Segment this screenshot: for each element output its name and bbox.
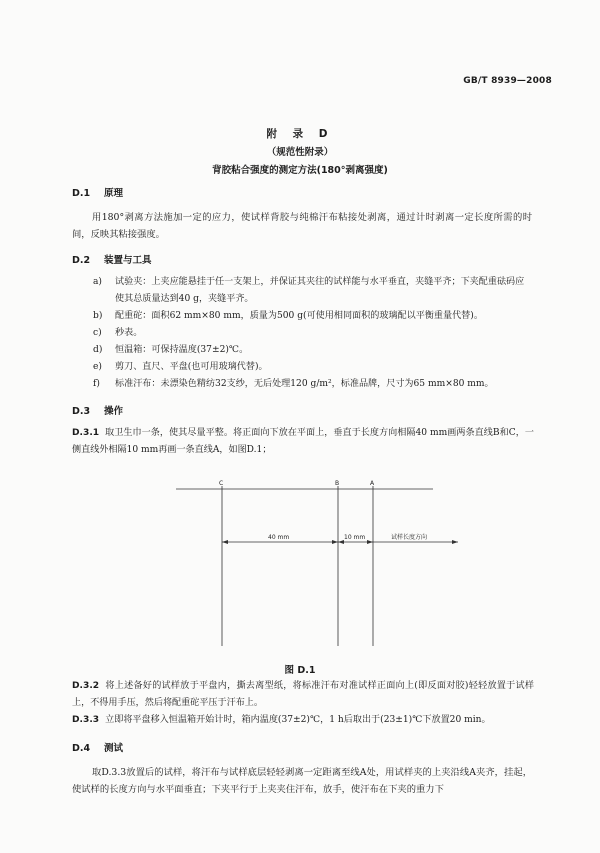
label-a: A [370, 480, 375, 487]
list-item-text: 秒表。 [115, 328, 143, 338]
label-b: B [335, 480, 340, 487]
subclause-number: D.3.3 [72, 715, 100, 725]
section-number: D.4 [72, 743, 91, 754]
figure-caption: 图 D.1 [284, 665, 316, 676]
arrow-head-icon [222, 540, 228, 544]
list-item-label: b) [93, 311, 103, 321]
section-title: 原理 [104, 188, 124, 199]
list-item-text: 恒温箱：可保持温度(37±2)℃。 [115, 345, 249, 355]
section-number: D.1 [72, 188, 91, 199]
list-item-label: d) [93, 345, 103, 355]
annex-note: （规范性附录） [266, 147, 334, 158]
section-number: D.3 [72, 406, 91, 417]
subclause-d32 [72, 678, 534, 712]
list-item-text: 配重砣：面积62 mm×80 mm，质量为500 g(可使用相同面积的玻璃配以平衡重量代替)。 [115, 311, 483, 321]
standard-code: GB/T 8939—2008 [463, 76, 552, 86]
annex-main-title: 背胶粘合强度的测定方法(180°剥离强度) [212, 165, 388, 176]
list-item-text: 标准汗布：未漂染色精纺32支纱，无后处理120 g/m²，标准品牌，尺寸为65 mm×80 mm。 [115, 379, 494, 389]
section-title: 装置与工具 [104, 255, 152, 266]
list-item-text: 试验夹：上夹应能悬挂于任一支架上，并保证其夹往的试样能与水平垂直，夹缝平齐；下夹配重砝码应使其总质量达到40 g，夹缝平齐。 [115, 277, 525, 304]
subclause-text: 将上述备好的试样放于平盘内，撕去离型纸，将标准汗布对准试样正面向上(即反面对胶)轻轻放置于试样上，不得用手压，然后将配重砣平压于汗布上。 [72, 681, 534, 708]
annex-title: 附 录 D [266, 128, 334, 140]
list-item-label: a) [93, 277, 102, 287]
subclause-text: 立即将平盘移入恒温箱开始计时，箱内温度(37±2)℃，1 h后取出于(23±1)℃下放置20 min。 [105, 715, 491, 725]
direction-label: 试样长度方向 [391, 534, 428, 541]
arrow-head-icon [367, 540, 373, 544]
section-number: D.2 [72, 255, 91, 266]
section-title: 操作 [104, 406, 124, 417]
subclause-number: D.3.2 [72, 681, 100, 691]
section-heading-d4 [72, 740, 123, 754]
list-item-label: c) [93, 328, 102, 338]
list-item-label: e) [93, 362, 102, 372]
arrow-head-icon [452, 540, 458, 544]
arrow-head-icon [332, 540, 338, 544]
label-c: C [219, 480, 224, 487]
subclause-text: 取卫生巾一条，使其尽量平整。将正面向下放在平面上，垂直于长度方向相隔40 mm画两条直线B和C，一侧直线外相隔10 mm再画一条直线A，如图D.1； [72, 428, 534, 455]
subclause-number: D.3.1 [72, 428, 100, 438]
section-title: 测试 [104, 743, 124, 754]
dimension-10-label: 10 mm [344, 534, 366, 541]
list-item-text: 剪刀、直尺、平盘(也可用玻璃代替)。 [115, 362, 268, 372]
paragraph-test: 取D.3.3放置后的试样，将汗布与试样底层轻轻剥离一定距离至线A处，用试样夹的上夹沿线A夹齐，挂起，使试样的长度方向与水平面垂直；下夹平行于上夹夹住汗布，放手，使汗布在下夹的重力下 [72, 767, 532, 795]
dimension-40-label: 40 mm [268, 534, 290, 541]
subclause-d33 [72, 712, 534, 729]
list-item-label: f) [93, 379, 100, 389]
paragraph-principle: 用180°剥离方法施加一定的应力，使试样背胶与纯棉汗布粘接处剥离，通过计时剥离一定长度所需的时间，反映其粘接强度。 [72, 212, 532, 240]
